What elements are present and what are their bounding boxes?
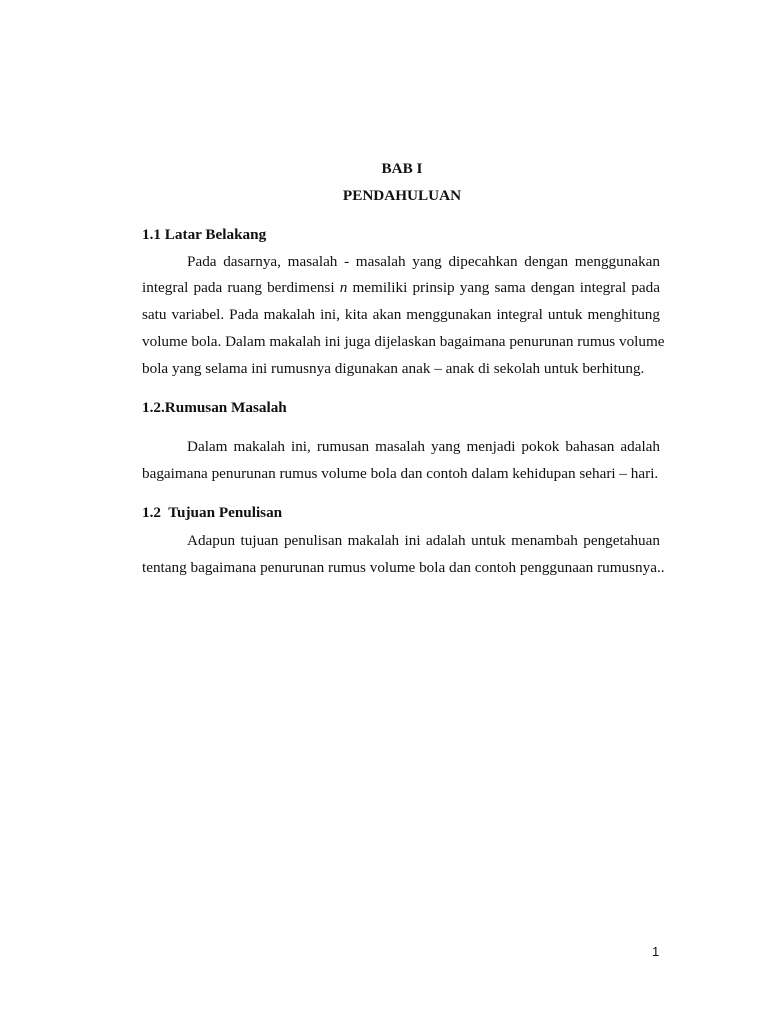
paragraph-line: tentang bagaimana penurunan rumus volume bola dan contoh penggunaan rumusnya.. bbox=[142, 559, 665, 576]
chapter-title: PENDAHULUAN bbox=[342, 187, 462, 204]
paragraph-line-with-italic bbox=[142, 279, 660, 297]
paragraph-line: Adapun tujuan penulisan makalah ini adalah untuk menambah pengetahuan bbox=[187, 532, 660, 549]
text-segment: memiliki prinsip yang sama dengan integral pada bbox=[347, 279, 661, 296]
paragraph-line: bola yang selama ini rumusnya digunakan anak – anak di sekolah untuk berhitung. bbox=[142, 360, 645, 377]
section-heading-tujuan-penulisan: 1.2 Tujuan Penulisan bbox=[142, 504, 283, 521]
paragraph-line: Dalam makalah ini, rumusan masalah yang menjadi pokok bahasan adalah bbox=[187, 438, 660, 455]
italic-variable-n: n bbox=[339, 279, 348, 296]
paragraph-line: volume bola. Dalam makalah ini juga dijelaskan bagaimana penurunan rumus volume bbox=[142, 333, 665, 350]
paragraph-line: bagaimana penurunan rumus volume bola dan contoh dalam kehidupan sehari – hari. bbox=[142, 465, 659, 482]
paragraph-line: satu variabel. Pada makalah ini, kita akan menggunakan integral untuk menghitung bbox=[142, 306, 660, 323]
section-heading-rumusan-masalah: 1.2.Rumusan Masalah bbox=[142, 399, 287, 416]
paragraph-line: Pada dasarnya, masalah - masalah yang dipecahkan dengan menggunakan bbox=[187, 253, 660, 270]
page-number: 1 bbox=[652, 944, 660, 959]
section-heading-latar-belakang: 1.1 Latar Belakang bbox=[142, 226, 267, 243]
text-segment: integral pada ruang berdimensi bbox=[142, 279, 340, 296]
chapter-number: BAB I bbox=[381, 160, 423, 177]
